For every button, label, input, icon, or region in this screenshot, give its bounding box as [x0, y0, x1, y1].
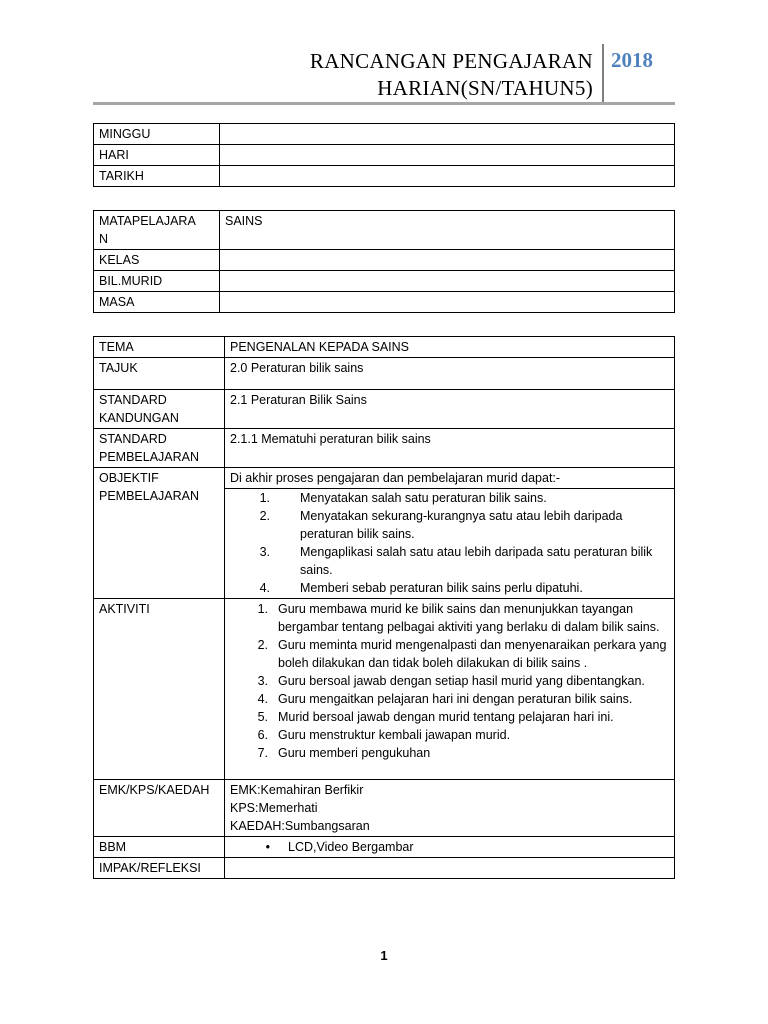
- lesson-plan-table: [93, 336, 675, 879]
- bil-murid-value: [220, 271, 675, 292]
- list-text: Menyatakan salah satu peraturan bilik sains.: [300, 491, 547, 505]
- document-title: [310, 48, 593, 102]
- masa-label: MASA: [94, 292, 220, 313]
- activity-list: [230, 600, 669, 762]
- table-row: [94, 837, 675, 858]
- list-text: Guru memberi pengukuhan: [278, 746, 431, 760]
- list-item: [230, 543, 669, 579]
- bullet-icon: •: [265, 840, 270, 854]
- table-row: [94, 599, 675, 780]
- objektif-value: [225, 468, 675, 599]
- list-item: [230, 708, 669, 726]
- document-header: [93, 44, 675, 104]
- standard-pembelajaran-label: [94, 429, 225, 468]
- minggu-label: MINGGU: [94, 124, 220, 145]
- list-item: [230, 744, 669, 762]
- bbm-list: [230, 838, 669, 856]
- sk-label-line2: KANDUNGAN: [99, 411, 179, 425]
- list-number: 2.: [259, 509, 270, 523]
- tarikh-label: TARIKH: [94, 166, 220, 187]
- kelas-label: KELAS: [94, 250, 220, 271]
- hari-label: HARI: [94, 145, 220, 166]
- list-item: [230, 838, 669, 856]
- standard-kandungan-value: 2.1 Peraturan Bilik Sains: [225, 390, 675, 429]
- hari-value: [220, 145, 675, 166]
- kaedah-line: KAEDAH:Sumbangsaran: [230, 819, 370, 833]
- table-row: [94, 337, 675, 358]
- aktiviti-label: AKTIVITI: [94, 599, 225, 780]
- header-rule: [93, 102, 675, 105]
- objektif-label: [94, 468, 225, 599]
- tarikh-value: [220, 166, 675, 187]
- table-row: [94, 250, 675, 271]
- table-row: [94, 858, 675, 879]
- list-item: [230, 489, 669, 507]
- impak-value: [225, 858, 675, 879]
- bil-murid-label: BIL.MURID: [94, 271, 220, 292]
- table-row: [94, 124, 675, 145]
- tajuk-value: 2.0 Peraturan bilik sains: [225, 358, 675, 390]
- subject-label: [94, 211, 220, 250]
- kps-line: KPS:Memerhati: [230, 801, 318, 815]
- list-number: 5.: [257, 710, 268, 724]
- table-row: [94, 145, 675, 166]
- kelas-value: [220, 250, 675, 271]
- sk-label-line1: STANDARD: [99, 393, 167, 407]
- table-row: [94, 271, 675, 292]
- list-text: Guru bersoal jawab dengan setiap hasil murid yang dibentangkan.: [278, 674, 645, 688]
- tema-label: TEMA: [94, 337, 225, 358]
- tajuk-label: TAJUK: [94, 358, 225, 390]
- aktiviti-value: [225, 599, 675, 780]
- list-number: 3.: [259, 545, 270, 559]
- emk-line: EMK:Kemahiran Berfikir: [230, 783, 364, 797]
- obj-label-line1: OBJEKTIF: [99, 471, 159, 485]
- list-text: Guru mengaitkan pelajaran hari ini dengan peraturan bilik sains.: [278, 692, 633, 706]
- bbm-label: BBM: [94, 837, 225, 858]
- list-text: Memberi sebab peraturan bilik sains perlu dipatuhi.: [300, 581, 583, 595]
- list-item: [230, 636, 669, 672]
- page-number: 1: [380, 948, 388, 963]
- table-row: [94, 211, 675, 250]
- list-number: 3.: [257, 674, 268, 688]
- emk-value: [225, 780, 675, 837]
- list-number: 4.: [259, 581, 270, 595]
- masa-value: [220, 292, 675, 313]
- class-info-table: [93, 210, 675, 313]
- list-item: [230, 579, 669, 597]
- title-line-2: HARIAN(SN/TAHUN5): [377, 76, 593, 100]
- list-number: 2.: [257, 638, 268, 652]
- table-row: [94, 780, 675, 837]
- bbm-value: [225, 837, 675, 858]
- list-text: Guru membawa murid ke bilik sains dan menunjukkan tayangan bergambar tentang pelbagai aktiviti yang berlaku di dalam bilik sains.: [278, 602, 660, 634]
- impak-label: IMPAK/REFLEKSI: [94, 858, 225, 879]
- header-year: 2018: [611, 48, 653, 72]
- standard-kandungan-label: [94, 390, 225, 429]
- subject-label-line1: MATAPELAJARA: [99, 214, 196, 228]
- sp-label-line2: PEMBELAJARAN: [99, 450, 200, 464]
- table-row: [94, 429, 675, 468]
- obj-label-line2: PEMBELAJARAN: [99, 489, 200, 503]
- table-row: [94, 166, 675, 187]
- schedule-table: [93, 123, 675, 187]
- table-row: [94, 358, 675, 390]
- list-number: 1.: [257, 602, 268, 616]
- header-divider: [602, 44, 604, 104]
- subject-value: SAINS: [220, 211, 675, 250]
- list-text: Guru meminta murid mengenalpasti dan menyenaraikan perkara yang boleh dilakukan dan tidak boleh dilakukan di bilik sains .: [278, 638, 667, 670]
- list-text: LCD,Video Bergambar: [288, 840, 414, 854]
- table-row: [94, 390, 675, 429]
- tema-value: PENGENALAN KEPADA SAINS: [225, 337, 675, 358]
- list-number: 4.: [257, 692, 268, 706]
- list-text: Menyatakan sekurang-kurangnya satu atau lebih daripada peraturan bilik sains.: [300, 509, 623, 541]
- sp-label-line1: STANDARD: [99, 432, 167, 446]
- title-line-1: RANCANGAN PENGAJARAN: [309, 49, 593, 73]
- list-text: Mengaplikasi salah satu atau lebih daripada satu peraturan bilik sains.: [300, 545, 653, 577]
- list-item: [230, 726, 669, 744]
- minggu-value: [220, 124, 675, 145]
- emk-label: EMK/KPS/KAEDAH: [94, 780, 225, 837]
- list-item: [230, 690, 669, 708]
- list-item: [230, 507, 669, 543]
- list-number: 1.: [259, 491, 270, 505]
- list-item: [230, 672, 669, 690]
- objective-list: [230, 489, 669, 597]
- table-row: [94, 468, 675, 599]
- list-number: 7.: [257, 746, 268, 760]
- subject-label-line2: N: [99, 232, 109, 246]
- list-number: 6.: [257, 728, 268, 742]
- objective-intro: Di akhir proses pengajaran dan pembelajaran murid dapat:-: [225, 469, 674, 489]
- table-row: [94, 292, 675, 313]
- list-item: [230, 600, 669, 636]
- standard-pembelajaran-value: 2.1.1 Mematuhi peraturan bilik sains: [225, 429, 675, 468]
- list-text: Guru menstruktur kembali jawapan murid.: [278, 728, 511, 742]
- list-text: Murid bersoal jawab dengan murid tentang pelajaran hari ini.: [278, 710, 614, 724]
